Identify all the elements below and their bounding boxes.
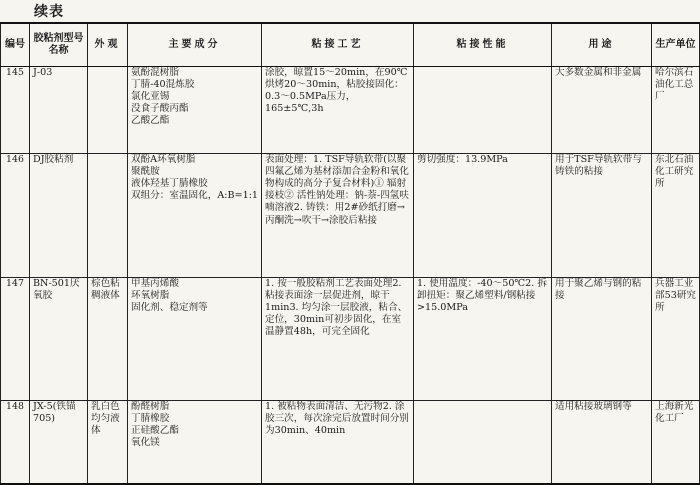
cell-usage: 用于TSF导轨软带与铸铁的粘接 xyxy=(552,153,652,277)
cell-components xyxy=(128,66,262,153)
header-adhesive-name: 胶粘剂型号名称 xyxy=(30,23,88,66)
cell-number: 148 xyxy=(1,400,30,484)
cell-producer: 哈尔滨石油化工总厂 xyxy=(652,66,700,153)
cell-process: 涂胶，晾置15～20min，在90℃烘烤20～30min，粘胶接固化：0.3～0.5MPa压力，165±5℃,3h xyxy=(262,66,414,153)
cell-process: 1. 被粘物表面清洁、无污物2. 涂胶三次，每次涂完后放置时间分别为30min、40min xyxy=(262,400,414,484)
cell-performance: 剪切强度：13.9MPa xyxy=(414,153,552,277)
component-line: 双组分：室温固化，A:B=1:1 xyxy=(131,190,259,202)
header-appearance: 外观 xyxy=(88,23,128,66)
component-line: 氧化镁 xyxy=(131,437,160,449)
cell-number: 145 xyxy=(1,66,30,153)
cell-producer: 兵器工业部53研究所 xyxy=(652,277,700,400)
cell-number: 146 xyxy=(1,153,30,277)
component-line: 酚醛树脂 xyxy=(131,400,170,412)
cell-process: 表面处理：1. TSF导轨软带(以聚四氟乙烯为基材添加合金粉和氧化物构成的高分子复合材料)① 辐射接枝② 活性钠处理：钠-萘-四氢呋喃溶液2. 铸铁：用2#砂纸打磨→丙酮洗→吹干→涂胶后粘接 xyxy=(262,153,414,277)
cell-name: DJ胶粘剂 xyxy=(30,153,88,277)
adhesive-table xyxy=(0,22,700,485)
header-components: 主要成分 xyxy=(128,23,262,66)
component-line: 聚酰胺 xyxy=(131,165,160,177)
component-line: 环氧树脂 xyxy=(131,289,170,301)
cell-components xyxy=(128,400,262,484)
header-usage: 用途 xyxy=(552,23,652,66)
header-process: 粘接工艺 xyxy=(262,23,414,66)
table-header-row xyxy=(1,23,700,66)
cell-appearance: 棕色粘稠液体 xyxy=(88,277,128,400)
component-line: 固化剂、稳定剂等 xyxy=(131,301,208,313)
cell-performance: 1. 使用温度：-40～50℃2. 拆卸扭矩：聚乙烯塑料/钢粘接>15.0MPa xyxy=(414,277,552,400)
cell-producer: 上海新光化工厂 xyxy=(652,400,700,484)
cell-performance xyxy=(414,400,552,484)
cell-appearance xyxy=(88,153,128,277)
cell-components xyxy=(128,277,262,400)
component-line: 甲基丙烯酸 xyxy=(131,277,179,289)
cell-usage: 适用粘接玻璃钢等 xyxy=(552,400,652,484)
table-row xyxy=(1,400,700,484)
cell-name: BN-501厌氧胶 xyxy=(30,277,88,400)
cell-usage: 大多数金属和非金属 xyxy=(552,66,652,153)
header-producer: 生产单位 xyxy=(652,23,700,66)
cell-appearance xyxy=(88,66,128,153)
cell-performance xyxy=(414,66,552,153)
component-line: 乙酸乙酯 xyxy=(131,115,170,127)
table-row xyxy=(1,153,700,277)
component-line: 双酚A环氧树脂 xyxy=(131,153,196,165)
header-performance: 粘接性能 xyxy=(414,23,552,66)
cell-name: JX-5(铁锚705) xyxy=(30,400,88,484)
component-line: 正硅酸乙酯 xyxy=(131,424,179,436)
cell-name: J-03 xyxy=(30,66,88,153)
cell-usage: 用于聚乙烯与钢的粘接 xyxy=(552,277,652,400)
cell-appearance: 乳白色均匀液体 xyxy=(88,400,128,484)
component-line: 丁腈橡胶 xyxy=(131,412,170,424)
component-line: 没食子酸丙酯 xyxy=(131,103,189,115)
component-line: 氨酚混树脂 xyxy=(131,66,179,78)
component-line: 氯化亚锡 xyxy=(131,90,170,102)
header-number: 编号 xyxy=(1,23,30,66)
table-row xyxy=(1,277,700,400)
cell-components xyxy=(128,153,262,277)
table-row xyxy=(1,66,700,153)
page-title: 续表 xyxy=(34,4,64,20)
component-line: 丁腈-40混炼胶 xyxy=(131,78,195,90)
cell-process: 1. 按一般胶粘剂工艺表面处理2. 粘接表面涂一层促进剂，晾干1min3. 均匀涂一层胶液，粘合、定位，30min可初步固化，在室温静置48h，可完全固化 xyxy=(262,277,414,400)
cell-producer: 东北石油化工研究所 xyxy=(652,153,700,277)
cell-number: 147 xyxy=(1,277,30,400)
component-line: 液体羟基丁腈橡胶 xyxy=(131,177,208,189)
